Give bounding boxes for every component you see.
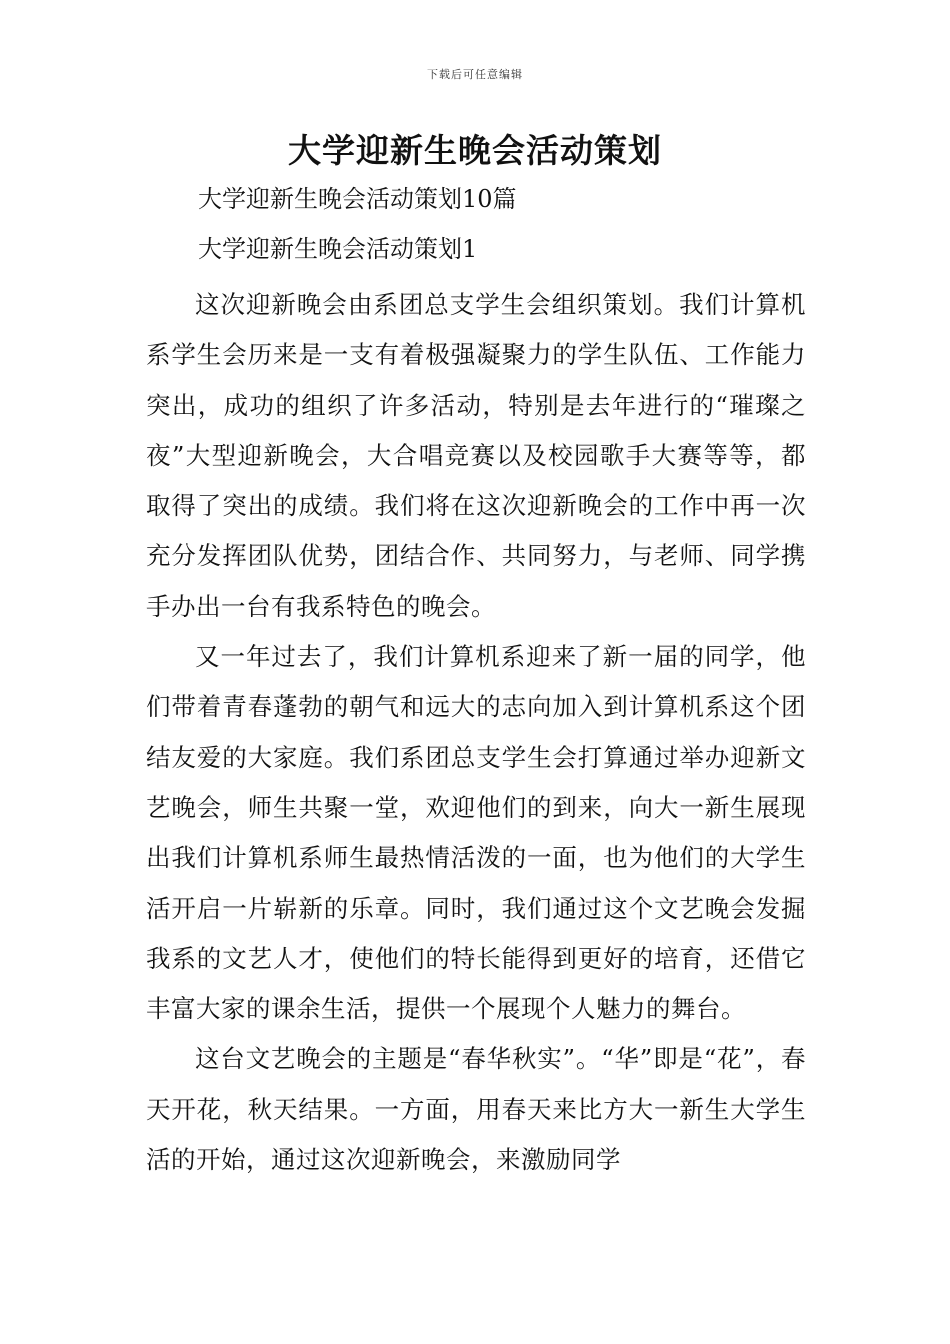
page-header-note: 下载后可任意编辑 xyxy=(427,68,523,81)
document-subtitle: 大学迎新生晚会活动策划10篇 xyxy=(198,185,517,213)
paragraph: 又一年过去了，我们计算机系迎来了新一届的同学，他们带着青春蓬勃的朝气和远大的志向加入到计算机系这个团结友爱的大家庭。我们系团总支学生会打算通过举办迎新文艺晚会，师生共聚一堂，欢迎他们的到来，向大一新生展现出我们计算机系师生最热情活泼的一面，也为他们的大学生活开启一片崭新的乐章。同时，我们通过这个文艺晚会发掘我系的文艺人才，使他们的特长能得到更好的培育，还借它丰富大家的课余生活，提供一个展现个人魅力的舞台。 xyxy=(146,642,806,1024)
paragraph: 这台文艺晚会的主题是“春华秋实”。“华”即是“花”，春天开花，秋天结果。一方面，用春天来比方大一新生大学生活的开始，通过这次迎新晚会，来激励同学 xyxy=(146,1044,806,1175)
document-body xyxy=(146,280,806,1185)
document-title: 大学迎新生晚会活动策划 xyxy=(288,131,662,170)
paragraph: 这次迎新晚会由系团总支学生会组织策划。我们计算机系学生会历来是一支有着极强凝聚力的学生队伍、工作能力突出，成功的组织了许多活动，特别是去年进行的“璀璨之夜”大型迎新晚会，大合唱竞赛以及校园歌手大赛等等，都取得了突出的成绩。我们将在这次迎新晚会的工作中再一次充分发挥团队优势，团结合作、共同努力，与老师、同学携手办出一台有我系特色的晚会。 xyxy=(146,290,806,621)
section-heading: 大学迎新生晚会活动策划1 xyxy=(198,235,478,263)
